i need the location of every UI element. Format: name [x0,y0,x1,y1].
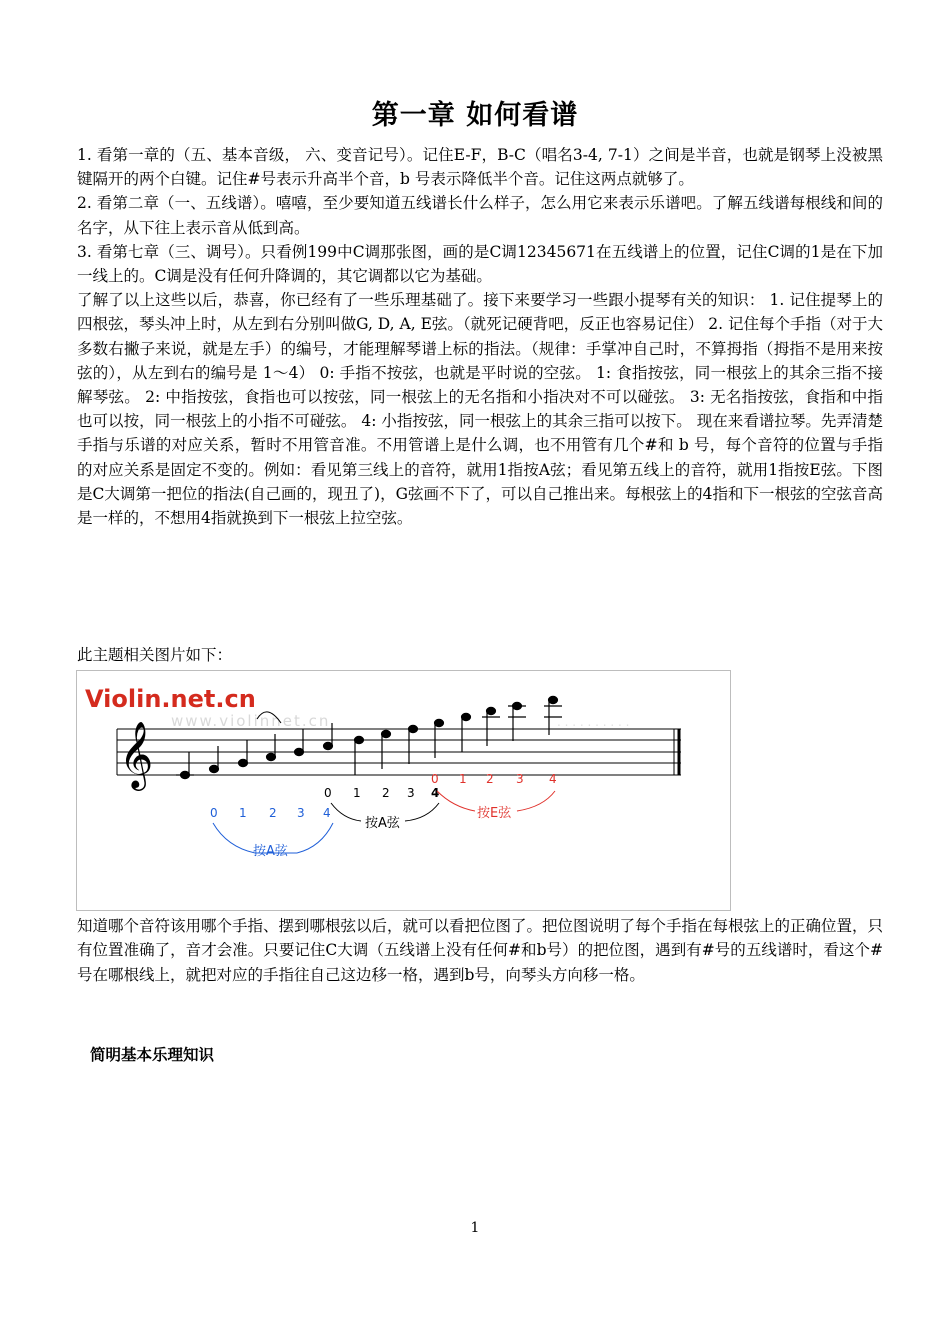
label-d-string: 按A弦 [365,816,400,831]
label-a-string: 按A弦 [253,844,288,859]
paragraph-2: 2. 看第二章（一、五线谱）。嘻嘻，至少要知道五线谱长什么样子，怎么用它来表示乐谱吧。了解五线谱每根线和间的名字，从下往上表示音从低到高。 [77,194,883,237]
paragraph-5: 知道哪个音符该用哪个手指、摆到哪根弦以后，就可以看把位图了。把位图说明了每个手指在每根弦上的正确位置，只有位置准确了，音才会准。只要记住C大调（五线谱上没有任何#和b号）的把位图，遇到有#号的五线谱时，看这个#号在哪根线上，就把对应的手指往自己这边移一格，遇到b号，向琴头方向移一格。 [77,917,884,984]
label-e-string: 按E弦 [477,806,512,821]
body-text [77,143,883,530]
after-figure-text [77,914,883,987]
finger-a-4: 4 [323,806,331,820]
chapter-title: 第一章 如何看谱 [371,100,579,131]
staff [117,729,681,775]
paragraph-4: 了解了以上这些以后，恭喜，你已经有了一些乐理基础了。接下来要学习一些跟小提琴有关的知识： 1. 记住提琴上的四根弦，琴头冲上时，从左到右分别叫做G, D, A, E弦。（就死记硬背吧，反正也容易记住） 2. 记住每个手指（对于大多数右撇子来说，就是左手）的编号，才能理解琴谱上标的指法。（规律：手掌冲自己时，不算拇指（拇指不是用来按弦的），从左到右的编号是 1～4） 0: 手指不按弦，也就是平时说的空弦。 1: 食指按弦，同一根弦上的其余三指不接解琴弦。 2: 中指按弦，食指也可以按弦，同一根弦上的无名指和小指决对不可以碰弦。 3: 无名指按弦，食指和中指也可以按，同一根弦上的小指不可碰弦。 4: 小指按弦，同一根弦上的其余三指可以按下。 现在来看谱拉琴。先弄清楚手指与乐谱的对应关系，暂时不用管音准。不用管谱上是什么调，也不用管有几个#和 b 号，每个音符的位置与手指的对应关系是固定不变的。例如：看见第三线上的音符，就用1指按A弦；看见第五线上的音符，就用1指按E弦。下图是C大调第一把位的指法(自己画的，现丑了)，G弦画不下了，可以自己推出来。每根弦上的4指和下一根弦的空弦音高是一样的，不想用4指就换到下一根弦上拉空弦。 [77,291,883,528]
watermark: www.violinnet.cn [171,712,331,730]
finger-d-2: 2 [382,786,390,800]
finger-e-1: 1 [459,772,467,786]
finger-group-d [324,786,439,800]
finger-e-2: 2 [486,772,494,786]
finger-d-1: 1 [353,786,361,800]
finger-d-0: 0 [324,786,332,800]
finger-d-3: 3 [407,786,415,800]
fingering-figure [76,670,731,911]
finger-e-0: 0 [431,772,439,786]
paragraph-1: 1. 看第一章的（五、基本音级， 六、变音记号）。记住E-F，B-C（唱名3-4, 7-1）之间是半音，也就是钢琴上没被黑键隔开的两个白键。记住#号表示升高半个音，b 号表示降低半个音。记住这两点就够了。 [77,146,883,189]
violin-logo: Violin.net.cn [85,685,256,713]
finger-a-2: 2 [269,806,277,820]
paragraph-3: 3. 看第七章（三、调号）。只看例199中C调那张图，画的是C调12345671在五线谱上的位置，记住C调的1是在下加一线上的。C调是没有任何升降调的，其它调都以它为基础。 [77,242,883,286]
finger-a-3: 3 [297,806,305,820]
watermark-dots: . . . . . . . . . . [557,715,630,729]
section-subheading: 简明基本乐理知识 [90,1046,215,1064]
finger-d-4: 4 [431,786,440,800]
figure-caption: 此主题相关图片如下： [77,646,233,664]
page-number: 1 [470,1220,480,1236]
finger-group-a [210,806,331,820]
finger-a-0: 0 [210,806,218,820]
treble-clef: 𝄞 [119,720,154,788]
finger-group-e [431,772,557,786]
finger-a-1: 1 [239,806,247,820]
fingering-chart [77,671,730,910]
finger-e-4: 4 [549,772,557,786]
finger-e-3: 3 [516,772,524,786]
